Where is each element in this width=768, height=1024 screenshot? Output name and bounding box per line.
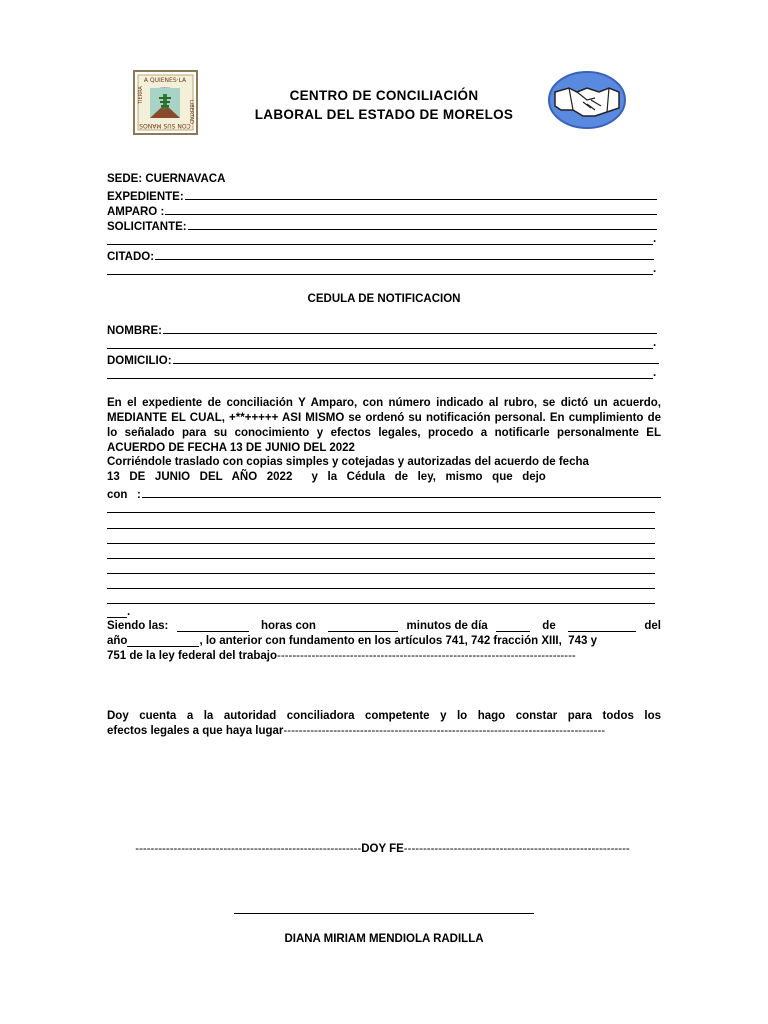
day-blank[interactable]: [496, 621, 530, 632]
domicilio-line: [173, 363, 659, 364]
de-label: de: [539, 620, 559, 632]
con-label: con :: [107, 489, 141, 501]
handshake-logo: [547, 70, 627, 130]
line-end-dot: .: [653, 337, 657, 349]
fundamento-text: , lo anterior con fundamento en los artículos 741, 742 fracción XIII, 743 y: [199, 635, 597, 647]
body-paragraph-2-line-a: Corriéndole traslado con copias simples y cotejadas y autorizadas del acuerdo de fecha: [107, 456, 589, 468]
signature-name: DIANA MIRIAM MENDIOLA RADILLA: [284, 933, 484, 945]
amparo-field[interactable]: [107, 203, 657, 218]
morelos-seal-logo: [133, 70, 198, 135]
solicitante-line: [188, 229, 657, 230]
horas-con-label: horas con: [257, 620, 320, 632]
citado-label: CITADO:: [107, 251, 155, 263]
nombre-continuation-line: [107, 348, 653, 349]
siendo-line-1: [107, 620, 661, 632]
siendo-line-2: [107, 635, 661, 647]
body-paragraph-3-line-b: [107, 725, 661, 737]
dash-fill: ------------------------------------------------------------------------------: [277, 650, 576, 662]
sede-label: SEDE: CUERNAVACA: [107, 173, 226, 185]
expediente-line: [185, 199, 657, 200]
citado-field[interactable]: [107, 248, 654, 263]
dash-fill: -----------------------------------------------------------: [403, 843, 630, 855]
signature-line[interactable]: [234, 913, 534, 914]
ley-text: 751 de la ley federal del trabajo: [107, 650, 278, 662]
domicilio-label: DOMICILIO:: [107, 355, 172, 367]
svg-text:CON SUS MANOS: CON SUS MANOS: [139, 122, 191, 129]
blank-line: [107, 512, 655, 513]
con-line: [142, 497, 661, 498]
blank-line: [107, 603, 655, 604]
anio-label: año: [107, 635, 128, 647]
expediente-field[interactable]: [107, 188, 657, 203]
month-blank[interactable]: [568, 621, 636, 632]
svg-text:TIERRA: TIERRA: [138, 86, 144, 104]
expediente-label: EXPEDIENTE:: [107, 191, 184, 203]
body-paragraph-2-line-b: 13 DE JUNIO DEL AÑO 2022 y la Cédula de ley, mismo que dejo: [107, 471, 546, 483]
solicitante-continuation-line: [107, 244, 653, 245]
nombre-label: NOMBRE:: [107, 325, 162, 337]
page-title: [224, 86, 544, 124]
blank-line: [107, 528, 655, 529]
domicilio-continuation-line: [107, 378, 653, 379]
solicitante-field[interactable]: [107, 218, 657, 233]
amparo-label: AMPARO :: [107, 206, 165, 218]
blank-line: [107, 573, 655, 574]
title-line-2: LABORAL DEL ESTADO DE MORELOS: [254, 107, 514, 122]
hours-blank[interactable]: [177, 621, 249, 632]
siendo-line-3: [107, 650, 661, 662]
efectos-text: efectos legales a que haya lugar: [107, 725, 284, 737]
line-end-dot: .: [127, 606, 131, 618]
minutes-blank[interactable]: [328, 621, 398, 632]
del-label: del: [644, 620, 661, 632]
citado-continuation-line: [107, 274, 653, 275]
nombre-field[interactable]: [107, 322, 657, 337]
year-blank[interactable]: [127, 636, 199, 647]
domicilio-field[interactable]: [107, 352, 659, 367]
svg-text:LIBERTAD: LIBERTAD: [188, 100, 194, 124]
svg-text:A QUIENES·LA: A QUIENES·LA: [143, 77, 187, 84]
amparo-line: [165, 214, 657, 215]
blank-line: [107, 588, 655, 589]
dash-fill: -----------------------------------------------------------: [135, 843, 362, 855]
nombre-line: [163, 333, 657, 334]
doy-fe-label: DOY FE: [361, 843, 404, 855]
line-end-dot: .: [653, 367, 657, 379]
solicitante-label: SOLICITANTE:: [107, 221, 187, 233]
blank-line-short: [107, 617, 127, 618]
blank-line: [107, 558, 655, 559]
doy-fe-line: [107, 843, 658, 855]
citado-line: [155, 259, 654, 260]
blank-line: [107, 543, 655, 544]
line-end-dot: .: [653, 263, 657, 275]
siendo-label: Siendo las:: [107, 620, 169, 632]
body-paragraph-3-line-a: Doy cuenta a la autoridad conciliadora competente y lo hago constar para todos los: [107, 710, 661, 722]
cedula-title: CEDULA DE NOTIFICACION: [307, 293, 461, 305]
body-paragraph-1: En el expediente de conciliación Y Amparo, con número indicado al rubro, se dictó un acuerdo, MEDIANTE EL CUAL, +**+++++ ASI MISMO se ordenó su notificación personal. En cumplimiento de lo señalado para su conocimiento y efectos legales, procedo a notificarle personalmente EL ACUERDO DE FECHA 13 DE JUNIO DEL 2022: [107, 397, 661, 454]
title-line-1: CENTRO DE CONCILIACIÓN: [289, 88, 479, 103]
line-end-dot: .: [653, 233, 657, 245]
dash-fill: ------------------------------------------------------------------------------------: [283, 725, 606, 737]
minutos-label: minutos de día: [406, 620, 488, 632]
con-field[interactable]: [107, 486, 661, 501]
